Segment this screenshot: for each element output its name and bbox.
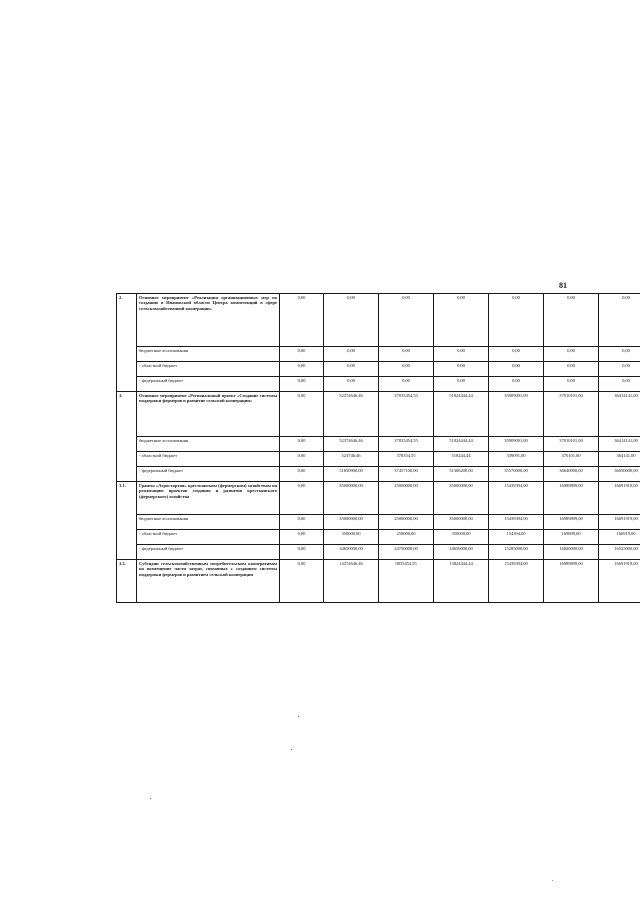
amount-cell: 36414141,00 xyxy=(599,392,640,437)
amount-cell: 35570000,00 xyxy=(489,467,544,482)
amount-cell: 0,00 xyxy=(280,347,324,362)
amount-cell: 51824444,44 xyxy=(434,392,489,437)
table-subrow xyxy=(117,437,640,452)
amount-cell: 518244,44 xyxy=(434,452,489,467)
amount-cell: 350000,00 xyxy=(434,530,489,545)
amount-cell: 35909091,00 xyxy=(489,437,544,452)
amount-cell: 350000,00 xyxy=(324,530,379,545)
amount-cell: 0,00 xyxy=(280,560,324,603)
amount-cell: 0,00 xyxy=(599,362,640,377)
amount-cell: 16691919,00 xyxy=(599,560,640,603)
amount-cell: 0,00 xyxy=(280,467,324,482)
amount-cell: 0,00 xyxy=(434,294,489,347)
row-number: 3.1. xyxy=(117,482,137,560)
amount-cell: 378354,55 xyxy=(379,452,434,467)
amount-cell: 0,00 xyxy=(544,294,599,347)
amount-cell: 0,00 xyxy=(324,294,379,347)
amount-cell: 0,00 xyxy=(599,347,640,362)
amount-cell: 16989899,00 xyxy=(544,560,599,603)
amount-cell: 364141,00 xyxy=(599,452,640,467)
amount-cell: 16989899,00 xyxy=(544,482,599,515)
amount-cell: 51850900,00 xyxy=(324,467,379,482)
amount-cell: 0,00 xyxy=(434,377,489,392)
amount-cell: 15285000,00 xyxy=(489,545,544,560)
amount-cell: 14374646,46 xyxy=(324,560,379,603)
table-row xyxy=(117,392,640,437)
row-number: 2. xyxy=(117,294,137,392)
amount-cell: 0,00 xyxy=(379,347,434,362)
table-row xyxy=(117,482,640,515)
activity-description: Субсидии сельскохозяйственным потребительским кооперативам на возмещение части затрат, связанных с созданием системы поддержки фермеров и развитием сельской кооперации xyxy=(137,560,280,603)
amount-cell: 13824444,44 xyxy=(434,560,489,603)
table-subrow xyxy=(117,377,640,392)
table-subrow xyxy=(117,362,640,377)
scan-speck xyxy=(291,749,292,750)
amount-cell: 0,00 xyxy=(280,362,324,377)
amount-cell: 25000000,00 xyxy=(379,515,434,530)
funding-source-label: бюджетные ассигнования xyxy=(137,437,280,452)
amount-cell: 15439394,00 xyxy=(489,515,544,530)
table-subrow xyxy=(117,452,640,467)
page-number: 81 xyxy=(559,281,567,290)
amount-cell: 0,00 xyxy=(324,377,379,392)
amount-cell: 250000,00 xyxy=(379,530,434,545)
amount-cell: 16820000,00 xyxy=(544,545,599,560)
amount-cell: 37835454,55 xyxy=(379,392,434,437)
row-number: 3. xyxy=(117,392,137,482)
amount-cell: 0,00 xyxy=(544,377,599,392)
amount-cell: 24750000,00 xyxy=(379,545,434,560)
funding-source-label: - областной бюджет xyxy=(137,452,280,467)
amount-cell: 0,00 xyxy=(379,377,434,392)
amount-cell: 0,00 xyxy=(599,377,640,392)
table-subrow xyxy=(117,347,640,362)
amount-cell: 52374646,46 xyxy=(324,392,379,437)
amount-cell: 35909091,00 xyxy=(489,392,544,437)
amount-cell: 339091,00 xyxy=(489,452,544,467)
amount-cell: 9835454,55 xyxy=(379,560,434,603)
amount-cell: 0,00 xyxy=(544,347,599,362)
amount-cell: 0,00 xyxy=(434,347,489,362)
amount-cell: 0,00 xyxy=(280,452,324,467)
amount-cell: 0,00 xyxy=(280,482,324,515)
amount-cell: 35000000,00 xyxy=(434,482,489,515)
amount-cell: 169899,00 xyxy=(544,530,599,545)
amount-cell: 37457100,00 xyxy=(379,467,434,482)
funding-source-label: бюджетные ассигнования xyxy=(137,347,280,362)
amount-cell: 52374646,46 xyxy=(324,437,379,452)
amount-cell: 16989899,00 xyxy=(544,515,599,530)
amount-cell: 37010101,00 xyxy=(544,392,599,437)
activity-description: Основное мероприятие «Реализация организационных мер по созданию в Ивановской области Центра компетенций в сфере сельскохозяйственной кооперации» xyxy=(137,294,280,347)
amount-cell: 0,00 xyxy=(280,545,324,560)
budget-table xyxy=(116,293,640,603)
amount-cell: 0,00 xyxy=(280,392,324,437)
amount-cell: 0,00 xyxy=(544,362,599,377)
amount-cell: 36640000,00 xyxy=(544,467,599,482)
scan-speck xyxy=(150,798,151,799)
funding-source-label: бюджетные ассигнования xyxy=(137,515,280,530)
activity-description: Гранты «Агростартап» крестьянским (фермерским) хозяйствам на реализацию проектов создания и развития крестьянского (фермерского) хозяйства xyxy=(137,482,280,515)
amount-cell: 0,00 xyxy=(599,294,640,347)
funding-source-label: - федеральный бюджет xyxy=(137,377,280,392)
scan-speck xyxy=(552,880,553,881)
funding-source-label: - областной бюджет xyxy=(137,530,280,545)
amount-cell: 35000000,00 xyxy=(324,482,379,515)
amount-cell: 15439394,00 xyxy=(489,560,544,603)
amount-cell: 154394,00 xyxy=(489,530,544,545)
table-subrow xyxy=(117,545,640,560)
budget-table-body xyxy=(117,294,640,603)
amount-cell: 0,00 xyxy=(434,362,489,377)
amount-cell: 0,00 xyxy=(280,294,324,347)
table-row xyxy=(117,294,640,347)
amount-cell: 51824444,44 xyxy=(434,437,489,452)
amount-cell: 0,00 xyxy=(489,294,544,347)
scan-speck xyxy=(298,716,299,717)
amount-cell: 35000000,00 xyxy=(434,515,489,530)
amount-cell: 51306200,00 xyxy=(434,467,489,482)
amount-cell: 0,00 xyxy=(489,362,544,377)
table-subrow xyxy=(117,530,640,545)
funding-source-label: - федеральный бюджет xyxy=(137,545,280,560)
amount-cell: 0,00 xyxy=(280,530,324,545)
amount-cell: 0,00 xyxy=(324,347,379,362)
amount-cell: 0,00 xyxy=(280,377,324,392)
amount-cell: 0,00 xyxy=(489,347,544,362)
amount-cell: 0,00 xyxy=(379,294,434,347)
amount-cell: 16525000,00 xyxy=(599,545,640,560)
amount-cell: 16691919,00 xyxy=(599,482,640,515)
amount-cell: 166919,00 xyxy=(599,530,640,545)
amount-cell: 0,00 xyxy=(379,362,434,377)
amount-cell: 25000000,00 xyxy=(379,482,434,515)
amount-cell: 36050000,00 xyxy=(599,467,640,482)
amount-cell: 34650000,00 xyxy=(324,545,379,560)
activity-description: Основное мероприятие «Региональный проект «Создание системы поддержки фермеров и развитие сельской кооперации» xyxy=(137,392,280,437)
table-subrow xyxy=(117,467,640,482)
amount-cell: 16691919,00 xyxy=(599,515,640,530)
amount-cell: 523746,46 xyxy=(324,452,379,467)
amount-cell: 37010101,00 xyxy=(544,437,599,452)
row-number: 3.2. xyxy=(117,560,137,603)
table-subrow xyxy=(117,515,640,530)
table-row xyxy=(117,560,640,603)
funding-source-label: - областной бюджет xyxy=(137,362,280,377)
amount-cell: 0,00 xyxy=(280,515,324,530)
amount-cell: 0,00 xyxy=(280,437,324,452)
amount-cell: 35000000,00 xyxy=(324,515,379,530)
amount-cell: 15439394,00 xyxy=(489,482,544,515)
amount-cell: 370101,00 xyxy=(544,452,599,467)
amount-cell: 34650000,00 xyxy=(434,545,489,560)
amount-cell: 37835454,55 xyxy=(379,437,434,452)
amount-cell: 0,00 xyxy=(324,362,379,377)
amount-cell: 36414141,00 xyxy=(599,437,640,452)
amount-cell: 0,00 xyxy=(489,377,544,392)
funding-source-label: - федеральный бюджет xyxy=(137,467,280,482)
